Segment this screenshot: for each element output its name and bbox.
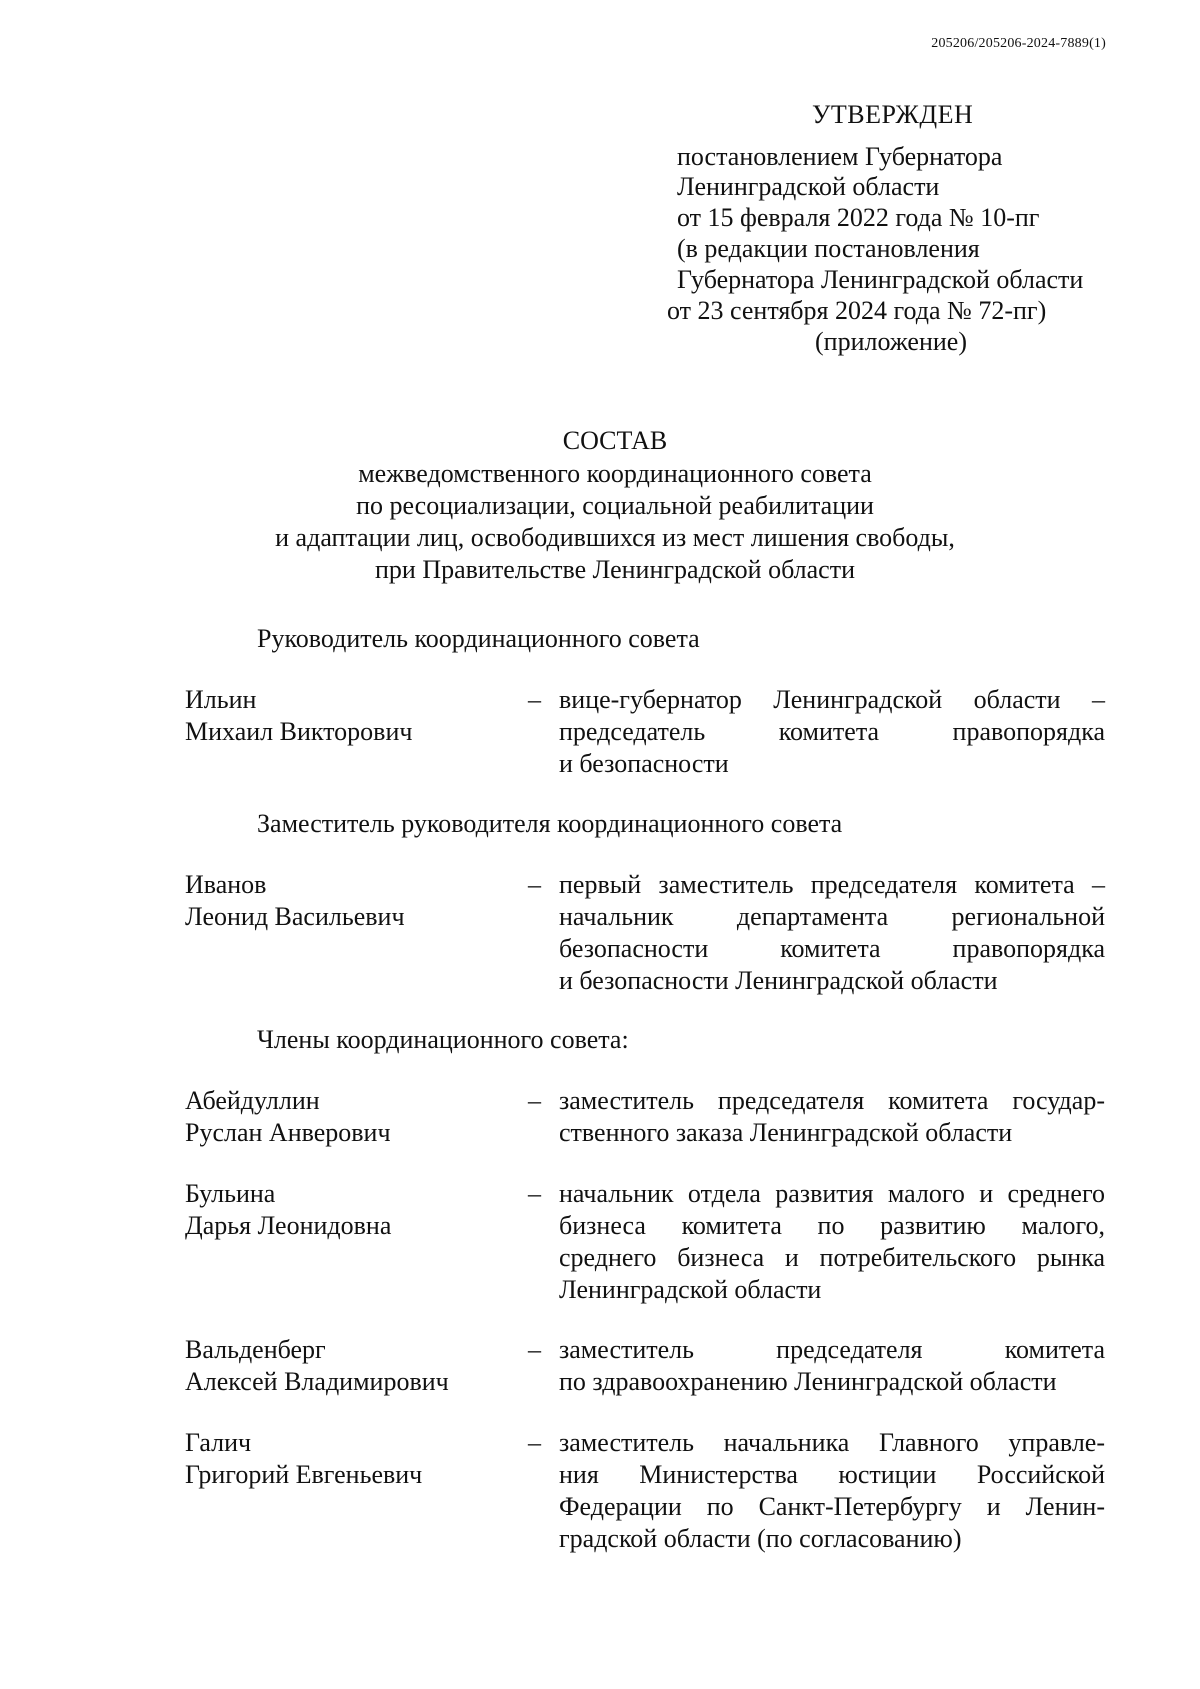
role-line: ния Министерства юстиции Российской — [559, 1460, 1105, 1489]
member-surname: Вальденберг — [185, 1335, 326, 1364]
role-line: градской области (по согласованию) — [559, 1524, 962, 1553]
member-surname: Галич — [185, 1428, 252, 1457]
member-dash: – — [528, 1335, 541, 1364]
title-line: и адаптации лиц, освободившихся из мест лишения свободы, — [275, 523, 955, 552]
approval-line: Ленинградской области — [677, 172, 940, 201]
member-role — [559, 869, 1105, 997]
member-given-name: Леонид Васильевич — [185, 902, 405, 931]
approval-line: Губернатора Ленинградской области — [677, 265, 1084, 294]
role-line: по здравоохранению Ленинградской области — [559, 1367, 1057, 1396]
member-role — [559, 1427, 1105, 1555]
member-given-name: Дарья Леонидовна — [185, 1211, 392, 1240]
member-name — [185, 869, 405, 933]
role-line: вице-губернатор Ленинградской области – — [559, 685, 1105, 714]
title-line: при Правительстве Ленинградской области — [375, 555, 855, 584]
role-line: Федерации по Санкт-Петербургу и Ленин- — [559, 1492, 1105, 1521]
member-name — [185, 684, 412, 748]
role-line: первый заместитель председателя комитета – — [559, 870, 1105, 899]
approval-line: (приложение) — [815, 327, 968, 356]
member-dash: – — [528, 1179, 541, 1208]
role-line: и безопасности Ленинградской области — [559, 966, 998, 995]
member-role — [559, 1334, 1105, 1398]
role-line: безопасности комитета правопорядка — [559, 934, 1105, 963]
role-line: среднего бизнеса и потребительского рынка — [559, 1243, 1105, 1272]
member-role — [559, 684, 1105, 780]
member-given-name: Алексей Владимирович — [185, 1367, 449, 1396]
role-line: ственного заказа Ленинградской области — [559, 1118, 1013, 1147]
role-line: бизнеса комитета по развитию малого, — [559, 1211, 1105, 1240]
document-title — [0, 424, 1200, 586]
member-given-name: Григорий Евгеньевич — [185, 1460, 423, 1489]
role-line: Ленинградской области — [559, 1275, 822, 1304]
title-line: по ресоциализации, социальной реабилитации — [356, 491, 874, 520]
section-heading-deputy: Заместитель руководителя координационного совета — [257, 809, 843, 838]
member-dash: – — [528, 685, 541, 714]
title-main: СОСТАВ — [562, 426, 668, 455]
member-name — [185, 1085, 391, 1149]
section-heading-head: Руководитель координационного совета — [257, 624, 700, 653]
member-surname: Абейдуллин — [185, 1086, 320, 1115]
role-line: начальник отдела развития малого и среднего — [559, 1179, 1105, 1208]
member-surname: Бульина — [185, 1179, 276, 1208]
member-given-name: Руслан Анверович — [185, 1118, 391, 1147]
member-surname: Ильин — [185, 685, 257, 714]
role-line: начальник департамента региональной — [559, 902, 1105, 931]
member-dash: – — [528, 870, 541, 899]
document-number: 205206/205206-2024-7889(1) — [931, 36, 1106, 51]
member-given-name: Михаил Викторович — [185, 717, 413, 746]
role-line: и безопасности — [559, 749, 729, 778]
member-dash: – — [528, 1086, 541, 1115]
role-line: заместитель председателя комитета государ- — [559, 1086, 1105, 1115]
role-line: председатель комитета правопорядка — [559, 717, 1105, 746]
role-line: заместитель председателя комитета — [559, 1335, 1105, 1364]
member-role — [559, 1085, 1105, 1149]
title-line: межведомственного координационного совета — [358, 459, 872, 488]
member-dash: – — [528, 1428, 541, 1457]
approval-line: (в редакции постановления — [677, 234, 980, 263]
member-role — [559, 1178, 1105, 1306]
section-heading-members: Члены координационного совета: — [257, 1025, 629, 1054]
approval-line: постановлением Губернатора — [677, 142, 1003, 171]
role-line: заместитель начальника Главного управле- — [559, 1428, 1105, 1457]
approval-line: от 15 февраля 2022 года № 10-пг — [677, 203, 1040, 232]
member-name — [185, 1427, 422, 1491]
member-name — [185, 1178, 391, 1242]
member-surname: Иванов — [185, 870, 267, 899]
approval-line: от 23 сентября 2024 года № 72-пг) — [667, 296, 1047, 325]
member-name — [185, 1334, 449, 1398]
approval-title: УТВЕРЖДЕН — [812, 100, 974, 129]
